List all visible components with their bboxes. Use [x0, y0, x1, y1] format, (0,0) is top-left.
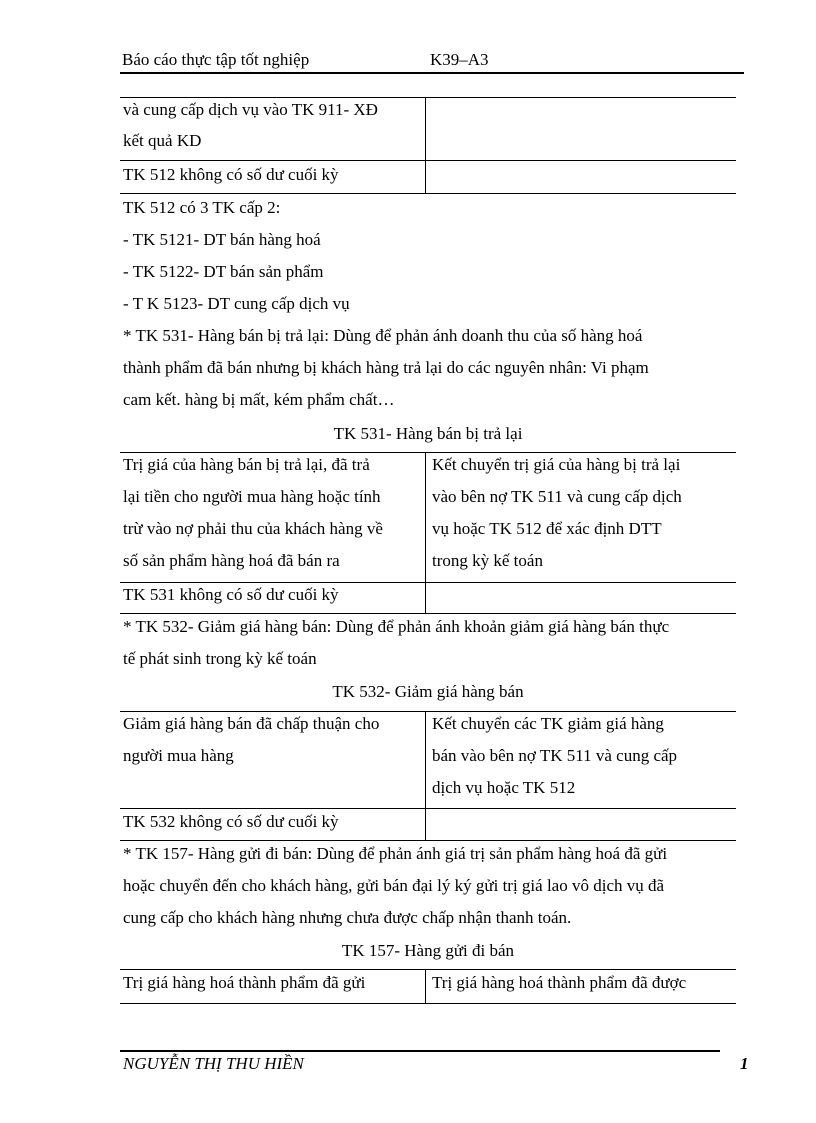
footer-divider: [120, 1050, 720, 1052]
paragraph: thành phẩm đã bán nhưng bị khách hàng trả lại do các nguyên nhân: Vi phạm: [123, 358, 649, 377]
table-cell: Trị giá của hàng bán bị trả lại, đã trả: [123, 455, 370, 474]
table-cell: trừ vào nợ phải thu của khách hàng về: [123, 519, 383, 538]
paragraph: cam kết. hàng bị mất, kém phẩm chất…: [123, 390, 395, 409]
paragraph: - TK 5121- DT bán hàng hoá: [123, 230, 321, 249]
table-cell: TK 532 không có số dư cuối kỳ: [123, 812, 339, 831]
paragraph: * TK 157- Hàng gửi đi bán: Dùng để phản ánh giá trị sản phẩm hàng hoá đã gửi: [123, 844, 668, 863]
table-cell: TK 512 không có số dư cuối kỳ: [123, 165, 339, 184]
paragraph: * TK 532- Giảm giá hàng bán: Dùng để phản ánh khoản giảm giá hàng bán thực: [123, 617, 670, 636]
table-cell: dịch vụ hoặc TK 512: [432, 778, 576, 797]
page-header: [120, 50, 744, 74]
table-title: TK 157- Hàng gửi đi bán: [341, 941, 515, 960]
paragraph: cung cấp cho khách hàng nhưng chưa được chấp nhận thanh toán.: [123, 908, 572, 927]
page-number: 1: [740, 1054, 749, 1073]
paragraph: - TK 5122- DT bán sản phẩm: [123, 262, 324, 281]
table-cell: Trị giá hàng hoá thành phẩm đã gửi: [123, 973, 366, 992]
table-cell: trong kỳ kế toán: [432, 551, 543, 570]
table-cell: vào bên nợ TK 511 và cung cấp dịch: [432, 487, 682, 506]
table-cell: vụ hoặc TK 512 để xác định DTT: [432, 519, 662, 538]
header-class: K39–A3: [430, 50, 489, 69]
table-cell: Giảm giá hàng bán đã chấp thuận cho: [123, 714, 380, 733]
table-cell: TK 531 không có số dư cuối kỳ: [123, 585, 339, 604]
paragraph: - T K 5123- DT cung cấp dịch vụ: [123, 294, 350, 313]
table-title: TK 532- Giảm giá hàng bán: [332, 682, 524, 701]
paragraph: hoặc chuyển đến cho khách hàng, gửi bán đại lý ký gửi trị giá lao vô dịch vụ đã: [123, 876, 665, 895]
table-cell: số sản phẩm hàng hoá đã bán ra: [123, 551, 340, 570]
header-title: Báo cáo thực tập tốt nghiệp: [122, 50, 310, 69]
footer-author: NGUYỄN THỊ THU HIỀN: [123, 1054, 304, 1073]
paragraph: * TK 531- Hàng bán bị trả lại: Dùng để phản ánh doanh thu của số hàng hoá: [123, 326, 643, 345]
table-cell: người mua hàng: [123, 746, 234, 765]
table-cell: kết quả KD: [123, 131, 202, 150]
table-cell: Kết chuyển các TK giảm giá hàng: [432, 714, 664, 733]
table-cell: và cung cấp dịch vụ vào TK 911- XĐ: [123, 100, 378, 119]
table-cell: Kết chuyển trị giá của hàng bị trả lại: [432, 455, 681, 474]
paragraph: TK 512 có 3 TK cấp 2:: [123, 198, 281, 217]
table-cell: Trị giá hàng hoá thành phẩm đã được: [432, 973, 687, 992]
paragraph: tế phát sinh trong kỳ kế toán: [123, 649, 317, 668]
table-cell: lại tiền cho người mua hàng hoặc tính: [123, 487, 381, 506]
table-title: TK 531- Hàng bán bị trả lại: [333, 424, 523, 443]
table-cell: bán vào bên nợ TK 511 và cung cấp: [432, 746, 678, 765]
